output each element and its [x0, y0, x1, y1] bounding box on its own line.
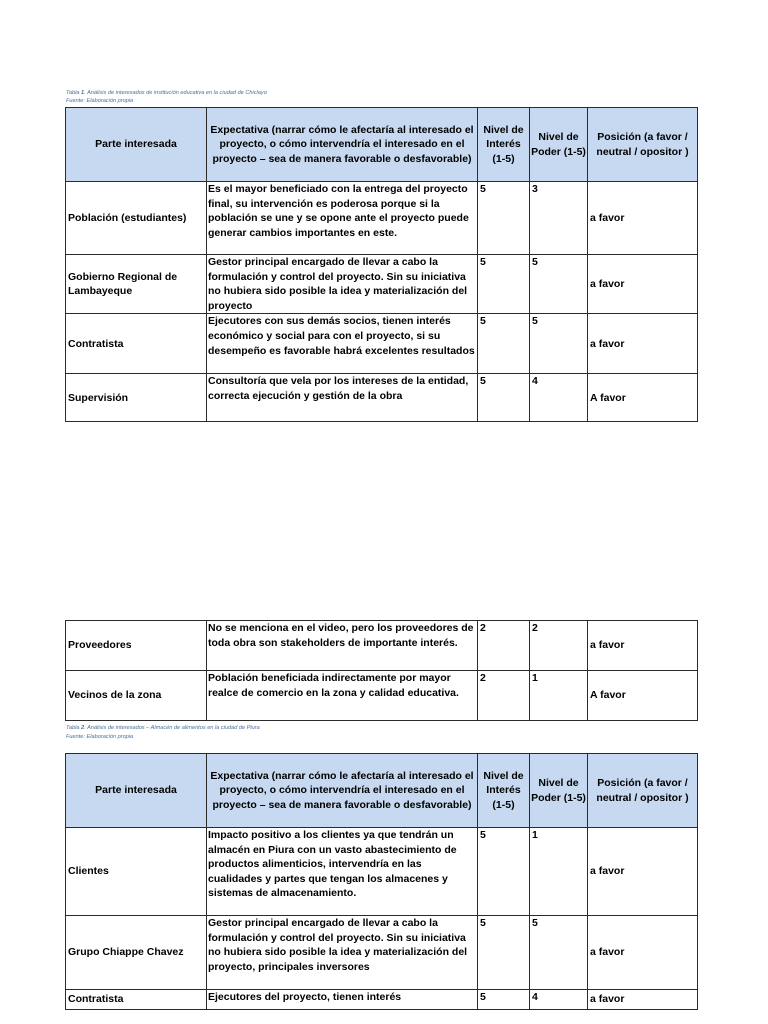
position-cell: a favor	[588, 916, 698, 990]
position-cell: a favor	[588, 621, 698, 671]
interest-cell: 5	[478, 828, 530, 916]
header-party: Parte interesada	[66, 754, 207, 828]
table1-caption: Tabla 1. Análisis de interesados de institución educativa en la ciudad de Chiclayo	[66, 90, 267, 96]
expectation-cell: Es el mayor beneficiado con la entrega del proyecto final, su intervención es poderosa porque si la población se une y se opone ante el proyecto puede generar cambios importantes en este.	[207, 182, 478, 255]
expectation-cell: Ejecutores del proyecto, tienen interés	[207, 990, 478, 1010]
interest-cell: 2	[478, 621, 530, 671]
header-party: Parte interesada	[66, 108, 207, 182]
table-row	[66, 255, 698, 314]
power-cell: 5	[530, 255, 588, 314]
table-row	[66, 374, 698, 422]
position-cell: a favor	[588, 314, 698, 374]
table-row	[66, 314, 698, 374]
party-cell: Vecinos de la zona	[66, 671, 207, 721]
party-cell: Población (estudiantes)	[66, 182, 207, 255]
header-expectation: Expectativa (narrar cómo le afectaría al interesado el proyecto, o cómo intervendría el interesado en el proyecto – sea de manera favorable o desfavorable)	[207, 754, 478, 828]
party-cell: Contratista	[66, 314, 207, 374]
power-cell: 2	[530, 621, 588, 671]
interest-cell: 5	[478, 916, 530, 990]
expectation-cell: Consultoría que vela por los intereses de la entidad, correcta ejecución y gestión de la obra	[207, 374, 478, 422]
interest-cell: 5	[478, 255, 530, 314]
party-cell: Contratista	[66, 990, 207, 1010]
table-row	[66, 828, 698, 916]
stakeholder-table-1	[65, 107, 698, 422]
header-interest: Nivel de Interés (1-5)	[478, 754, 530, 828]
interest-cell: 5	[478, 314, 530, 374]
interest-cell: 5	[478, 990, 530, 1010]
table2-caption: Tabla 2. Análisis de interesados – Almacén de alimentos en la ciudad de Piura	[66, 725, 260, 731]
interest-cell: 5	[478, 374, 530, 422]
expectation-cell: Ejecutores con sus demás socios, tienen interés económico y social para con el proyecto, si su desempeño es favorable habrá excelentes resultados	[207, 314, 478, 374]
party-cell: Gobierno Regional de Lambayeque	[66, 255, 207, 314]
power-cell: 4	[530, 374, 588, 422]
table-header-row	[66, 754, 698, 828]
header-position: Posición (a favor / neutral / opositor )	[588, 754, 698, 828]
power-cell: 3	[530, 182, 588, 255]
position-cell: A favor	[588, 671, 698, 721]
table-row	[66, 621, 698, 671]
header-power: Nivel de Poder (1-5)	[530, 108, 588, 182]
header-power: Nivel de Poder (1-5)	[530, 754, 588, 828]
expectation-cell: No se menciona en el video, pero los proveedores de toda obra son stakeholders de importante interés.	[207, 621, 478, 671]
table1-caption-number: 1	[81, 90, 85, 96]
power-cell: 5	[530, 916, 588, 990]
table-row	[66, 671, 698, 721]
position-cell: a favor	[588, 990, 698, 1010]
expectation-cell: Gestor principal encargado de llevar a cabo la formulación y control del proyecto. Sin su iniciativa no hubiera sido posible la idea y materialización del proyecto	[207, 255, 478, 314]
table1-source: Fuente: Elaboración propia	[66, 98, 134, 104]
party-cell: Proveedores	[66, 621, 207, 671]
header-expectation: Expectativa (narrar cómo le afectaría al interesado el proyecto, o cómo intervendría el interesado en el proyecto – sea de manera favorable o desfavorable)	[207, 108, 478, 182]
header-interest: Nivel de Interés (1-5)	[478, 108, 530, 182]
position-cell: a favor	[588, 255, 698, 314]
expectation-cell: Gestor principal encargado de llevar a cabo la formulación y control del proyecto. Sin su iniciativa no hubiera sido posible la idea y materialización del proyecto, principales inversores	[207, 916, 478, 990]
position-cell: A favor	[588, 374, 698, 422]
position-cell: a favor	[588, 182, 698, 255]
power-cell: 5	[530, 314, 588, 374]
table-header-row	[66, 108, 698, 182]
party-cell: Supervisión	[66, 374, 207, 422]
power-cell: 1	[530, 828, 588, 916]
table-row	[66, 182, 698, 255]
table2-source: Fuente: Elaboración propia	[66, 734, 134, 740]
expectation-cell: Población beneficiada indirectamente por mayor realce de comercio en la zona y calidad educativa.	[207, 671, 478, 721]
stakeholder-table-2	[65, 753, 698, 1010]
stakeholder-table-1-continued	[65, 620, 698, 721]
table-row	[66, 916, 698, 990]
header-position: Posición (a favor / neutral / opositor )	[588, 108, 698, 182]
party-cell: Clientes	[66, 828, 207, 916]
party-cell: Grupo Chiappe Chavez	[66, 916, 207, 990]
position-cell: a favor	[588, 828, 698, 916]
table2-caption-number: 2	[81, 725, 85, 731]
expectation-cell: Impacto positivo a los clientes ya que tendrán un almacén en Piura con un vasto abastecimiento de productos alimenticios, intervendría en las cualidades y partes que tengan los almacenes y sistemas de almacenamiento.	[207, 828, 478, 916]
interest-cell: 5	[478, 182, 530, 255]
table-row	[66, 990, 698, 1010]
interest-cell: 2	[478, 671, 530, 721]
power-cell: 1	[530, 671, 588, 721]
power-cell: 4	[530, 990, 588, 1010]
